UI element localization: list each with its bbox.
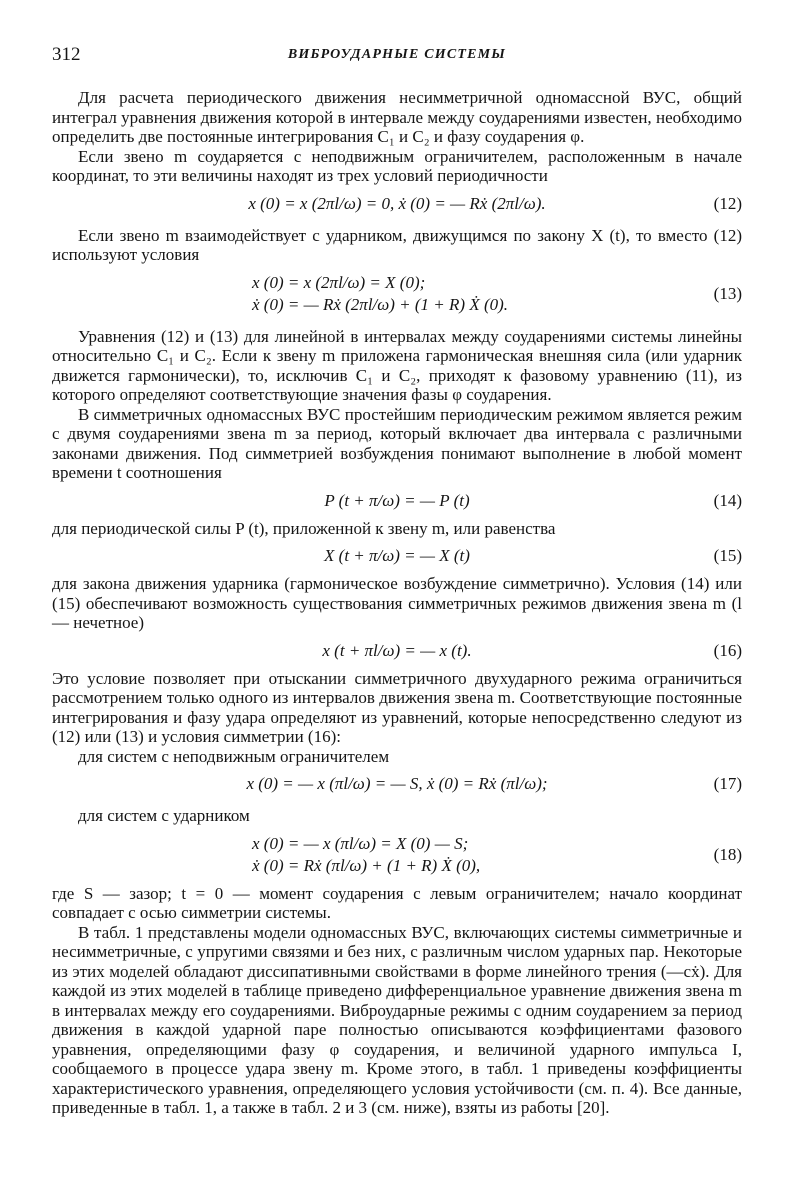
- equation-body: x (0) = x (2πl/ω) = 0, ẋ (0) = — Rẋ (2πl/ω).: [248, 193, 546, 213]
- equation-body: x (0) = — x (πl/ω) = — S, ẋ (0) = Rẋ (πl/ω);: [246, 774, 548, 793]
- paragraph: для систем с неподвижным ограничителем: [78, 746, 390, 766]
- equation-17: [52, 773, 742, 795]
- equation-body: x (t + πl/ω) = — x (t).: [322, 640, 472, 660]
- equation-12: [52, 193, 742, 215]
- equation-body: P (t + π/ω) = — P (t): [324, 490, 470, 510]
- paragraph: для периодической силы P (t), приложенной к звену m, или равенства: [52, 518, 556, 538]
- equation-number: (18): [713, 844, 742, 864]
- paragraph: Если звено m взаимодействует с ударником, движущимся по закону X (t), то вместо (12) используют условия: [52, 225, 742, 264]
- equation-number: (12): [713, 193, 742, 213]
- equation-body: X (t + π/ω) = — X (t): [324, 546, 470, 565]
- paragraph: для закона движения ударника (гармоническое возбуждение симметрично). Условия (14) или (15) обеспечивают возможность существования симметричных режимов движения звена m (l — нечетное): [52, 574, 742, 632]
- equation-15: [52, 545, 742, 567]
- equation-13: [52, 272, 742, 316]
- paragraph: для систем с ударником: [78, 806, 250, 825]
- equation-line: x (0) = x (2πl/ω) = X (0);: [252, 272, 426, 292]
- paragraph: где S — зазор; t = 0 — момент соударения с левым ограничителем; начало координат совпадает с осью симметрии системы.: [52, 883, 742, 922]
- equation-18: [52, 833, 742, 877]
- equation-16: [52, 640, 742, 662]
- equation-14: [52, 490, 742, 512]
- equation-number: (16): [713, 640, 742, 660]
- paragraph: Если звено m соударяется с неподвижным ограничителем, расположенным в начале координат, то эти величины находят из трех условий периодичности: [52, 146, 742, 185]
- paragraph: В симметричных одномассных ВУС простейшим периодическим режимом является режим с двумя соударениями звена m за период, который включает два интервала с различными законами движения. Под симметрией возбуждения понимают выполнение в любой момент времени t соотношения: [52, 404, 742, 482]
- running-title: ВИБРОУДАРНЫЕ СИСТЕМЫ: [287, 47, 507, 62]
- equation-number: (17): [713, 774, 742, 793]
- page-body: [52, 88, 742, 1118]
- equation-line: ẋ (0) = — Rẋ (2πl/ω) + (1 + R) Ẋ (0).: [252, 294, 509, 314]
- equation-line: ẋ (0) = Rẋ (πl/ω) + (1 + R) Ẋ (0),: [252, 855, 481, 875]
- page-header: [52, 44, 742, 74]
- equation-number: (14): [713, 490, 742, 510]
- paragraph: Для расчета периодического движения несимметричной одномассной ВУС, общий интеграл уравнения движения которой в интервале между соударениями известен, необходимо определить две постоянные интегрирования C₁ и C₂ и фазу соударения φ.: [52, 88, 742, 146]
- paragraph: Это условие позволяет при отыскании симметричного двухударного режима ограничиться рассмотрением только одного из интервалов движения звена m. Соответствующие постоянные интегрирования и фазу удара определяют из уравнений, которые непосредственно следуют из (12) или (13) и условия симметрии (16):: [52, 668, 742, 746]
- equation-line: x (0) = — x (πl/ω) = X (0) — S;: [252, 833, 469, 853]
- paragraph: Уравнения (12) и (13) для линейной в интервалах между соударениями системы линейны относительно C₁ и C₂. Если к звену m приложена гармоническая внешняя сила (или ударник движется гармонически), то, исключив C₁ и C₂, приходят к фазовому уравнению (11), из которого определяют соответствующие значения фазы φ соударения.: [52, 326, 742, 404]
- paragraph: В табл. 1 представлены модели одномассных ВУС, включающих системы симметричные и несимметричные, с упругими связями и без них, с различным числом ударных пар. Некоторые из этих моделей обладают диссипативными свойствами в форме линейного трения (—cẋ). Для каждой из этих моделей в таблице приведено дифференциальное уравнение движения звена m в интервалах между его соударениями. Виброударные режимы с одним соударением за период движения в каждой ударной паре полностью описываются коэффициентами фазового уравнения, определяющими фазу φ соударения, и величиной ударного импульса I, сообщаемого в процессе удара звену m. Кроме этого, в табл. 1 приведены коэффициенты характеристического уравнения, определяющего условия устойчивости (см. п. 4). Все данные, приведенные в табл. 1, а также в табл. 2 и 3 (см. ниже), взяты из работы [20].: [52, 922, 742, 1117]
- equation-number: (15): [713, 546, 742, 565]
- equation-number: (13): [713, 283, 742, 303]
- page-number: 312: [52, 44, 81, 65]
